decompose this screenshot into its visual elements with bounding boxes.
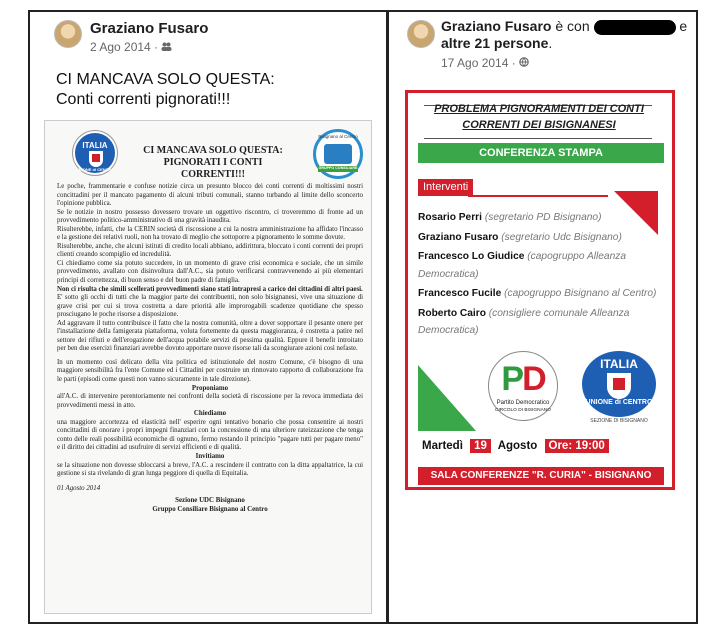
post-date[interactable]: 17 Ago 2014 [441, 56, 509, 70]
conference-banner: CONFERENZA STAMPA [418, 143, 664, 163]
with-text-suffix: e [679, 18, 688, 34]
author-name[interactable]: Graziano Fusaro [441, 18, 552, 34]
right-post [389, 12, 696, 622]
speaker-name: Roberto Cairo [418, 307, 486, 319]
udc-logo [73, 131, 117, 175]
interventi-rule [468, 195, 608, 197]
redacted-name [594, 20, 676, 35]
poster-title-line1: PROBLEMA PIGNORAMENTI DEI CONTI [434, 103, 644, 115]
post-meta [441, 56, 529, 70]
doc-heading-invitiamo: Invitiamo [195, 452, 225, 460]
doc-paragraph: Ad aggravare il tutto contribuisce il fatto che la nostra comunità, oltre a dover sopportare il pesante onere per l'installazione della famigerata piattaforma, voluta fortemente da questa maggioranza, è costretta a patire nel settore dei rifiuti e dell'erogazione dell'acqua potabile servizi di pessima qualità. Eppure il benefit introitato per ben due esercizi finanziari avrebbe dovuto apportare nuove risorse tali da scongiurare azioni così nefaste. [57, 319, 363, 353]
dot-separator: · [511, 56, 520, 70]
with-text: è con [555, 18, 590, 34]
speaker-item [418, 209, 662, 227]
pd-logo-subtext: CIRCOLO DI BISIGNANO [495, 408, 551, 413]
author-name[interactable]: Graziano Fusaro [90, 20, 209, 37]
event-time: Ore: 19:00 [545, 439, 609, 453]
avatar[interactable] [54, 20, 82, 48]
others-link[interactable]: altre 21 persone [441, 35, 549, 51]
speaker-role: (consigliere comunale Alleanza Democratica) [418, 307, 630, 336]
document-title-line1: CI MANCAVA SOLO QUESTA: [143, 145, 283, 156]
pd-logo [488, 351, 558, 421]
event-month: Agosto [497, 440, 538, 452]
screenshot-frame [28, 10, 698, 624]
green-triangle-decoration [418, 365, 476, 431]
venue-banner: SALA CONFERENZE "R. CURIA" - BISIGNANO [418, 467, 664, 485]
shield-icon [607, 373, 631, 399]
doc-paragraph: Se le notizie in nostro possesso dovessero trovare un oggettivo riscontro, ci troveremmo di fronte ad un provvedimento politico-amministrativo di una gravità inaudita. [57, 208, 363, 225]
speaker-item [418, 305, 662, 340]
speaker-role: (segretario Udc Bisignano) [501, 231, 622, 243]
poster-title [430, 101, 648, 133]
doc-paragraph: se la situazione non dovesse sbloccarsi a breve, l'A.C. a rescindere il contratto con la ditta appaltatrice, la cui gestione si sta rivelando di gran lunga peggiore di quella di Equitalia. [57, 461, 363, 478]
doc-heading-proponiamo: Proponiamo [191, 384, 229, 392]
left-post [30, 12, 386, 622]
speaker-name: Francesco Fucile [418, 288, 502, 299]
udc-logo-bottom: UNIONE di CENTRO [585, 399, 653, 406]
doc-paragraph: Ci chiediamo come sia potuto succedere, in un momento di grave crisi economica e sociale, che un simile provvedimento, avallato con disinvoltura dall'A.C., sia potuto verificarsi contravvenendo ai più elementari principi di correttezza, di buon senso e del buon padre di famiglia. [57, 259, 363, 285]
post-meta [90, 40, 172, 54]
speaker-role: (capogruppo Bisignano al Centro) [504, 288, 657, 299]
udc-logo-sub: UNIONE di CENTRO [75, 167, 115, 172]
dot-separator: · [154, 40, 162, 54]
interventi-label: Interventi [418, 179, 473, 196]
event-day-number: 19 [470, 439, 491, 453]
speaker-list [418, 209, 662, 342]
avatar[interactable] [407, 20, 435, 48]
press-release-image[interactable] [44, 120, 372, 614]
author-line [441, 18, 691, 52]
udc-logo-top: ITALIA [600, 357, 638, 371]
post-text-line1: CI MANCAVA SOLO QUESTA: [56, 71, 275, 88]
doc-paragraph: all'A.C. di intervenire perentoriamente nei confronti della società di riscossione per la revoca immediata dei provvedimenti messi in atto. [57, 393, 363, 409]
doc-date: 01 Agosto 2014 [57, 484, 101, 492]
building-icon [324, 144, 352, 164]
udc-logo [582, 351, 656, 425]
event-date [422, 439, 613, 453]
friends-icon [161, 40, 172, 54]
period: . [548, 35, 553, 51]
doc-paragraph: una maggiore accortezza ed elasticità nell' esperire ogni tentativo bonario che possa consentire ai nostri concittadini di onorare i propri impegni finanziari con la concessione di una ulteriore rateizzazione che tenga conto delle reali possibilità economiche di ognuno, fermo restando il principio "pagare tutti per pagare meno" e il diritto dei cittadini ad usufruire di servizi efficienti e di qualità. [57, 418, 363, 452]
speaker-item [418, 229, 662, 247]
speaker-name: Rosario Perri [418, 212, 482, 223]
speaker-name: Graziano Fusaro [418, 231, 499, 243]
pd-logo-text: Partito Democratico [496, 400, 550, 406]
doc-signature-1: Sezione UDC Bisignano [175, 497, 245, 505]
gruppo-consiliare-logo [313, 129, 363, 179]
udc-logo-sub: SEZIONE DI BISIGNANO [590, 418, 648, 424]
speaker-name: Francesco Lo Giudice [418, 251, 525, 262]
event-day-label: Martedì [422, 440, 463, 452]
shield-icon [89, 151, 103, 167]
udc-logo-text: ITALIA [82, 141, 108, 150]
globe-icon [519, 56, 529, 70]
doc-paragraph: Le poche, frammentarie e confuse notizie circa un presunto blocco dei conti correnti di moltissimi nostri concittadini per il mancato pagamento di alcuni tributi comunali, stanno turbando al limite dello sconcerto l'opinione pubblica. [57, 183, 363, 208]
post-text [56, 70, 275, 110]
press-conference-poster[interactable] [405, 90, 675, 490]
speaker-role: (capogruppo Alleanza Democratica) [418, 251, 627, 280]
speaker-role: (segretario PD Bisignano) [484, 212, 602, 223]
doc-paragraph-bold: Non ci risulta che simili scellerati provvedimenti siano stati intrapresi a carico dei cittadini di altri paesi. [57, 285, 363, 293]
pd-letters: PD [501, 360, 545, 398]
doc-paragraph: In un momento così delicato della vita politica ed istituzionale del nostro Comune, c'è bisogno di una maggiore sensibilità fra l'ente Comune ed i Cittadini per costruire un rinnovato rapporto di collaborazione fra le parti (episodi come questi non vanno sicuramente in tale direzione). [57, 358, 363, 384]
gruppo-logo-sub: GRUPPO CONSILIARE [318, 166, 358, 170]
doc-signature-2: Gruppo Consiliare Bisignano al Centro [152, 505, 268, 513]
gruppo-logo-text: Bisignano al Centro [318, 134, 358, 139]
doc-paragraph: E' sotto gli occhi di tutti che la maggior parte dei contribuenti, non solo bisignanesi, vive una situazione di grave crisi per cui si trova costretta a dare priorità alle improrogabili scadenze quotidiane che spesso prosciugano le poche risorse a disposizione. [57, 294, 363, 319]
doc-paragraph: Risulterebbe, anche, che alcuni istituti di credito locali abbiano, addirittura, bloccato i conti correnti dei propri clienti creando scompiglio ed incredulità. [57, 242, 363, 259]
speaker-item [418, 285, 662, 303]
doc-heading-chiediamo: Chiediamo [193, 410, 227, 418]
speaker-item [418, 248, 662, 283]
post-text-line2: Conti correnti pignorati!!! [56, 91, 231, 108]
doc-paragraph: Risulterebbe, infatti, che la CERIN società di riscossione a cui la nostra amministrazione ha affidato l'incasso e la gestione dei relativi ruoli, non ha trovato di meglio che sottoporre a pignoramento le somme dovute. [57, 225, 363, 242]
poster-title-line2: CORRENTI DEI BISIGNANESI [462, 119, 616, 131]
post-date[interactable]: 2 Ago 2014 [90, 40, 151, 54]
document-body [57, 183, 363, 514]
document-title-line2: PIGNORATI I CONTI CORRENTI!!! [163, 157, 263, 180]
document-title [133, 145, 293, 181]
